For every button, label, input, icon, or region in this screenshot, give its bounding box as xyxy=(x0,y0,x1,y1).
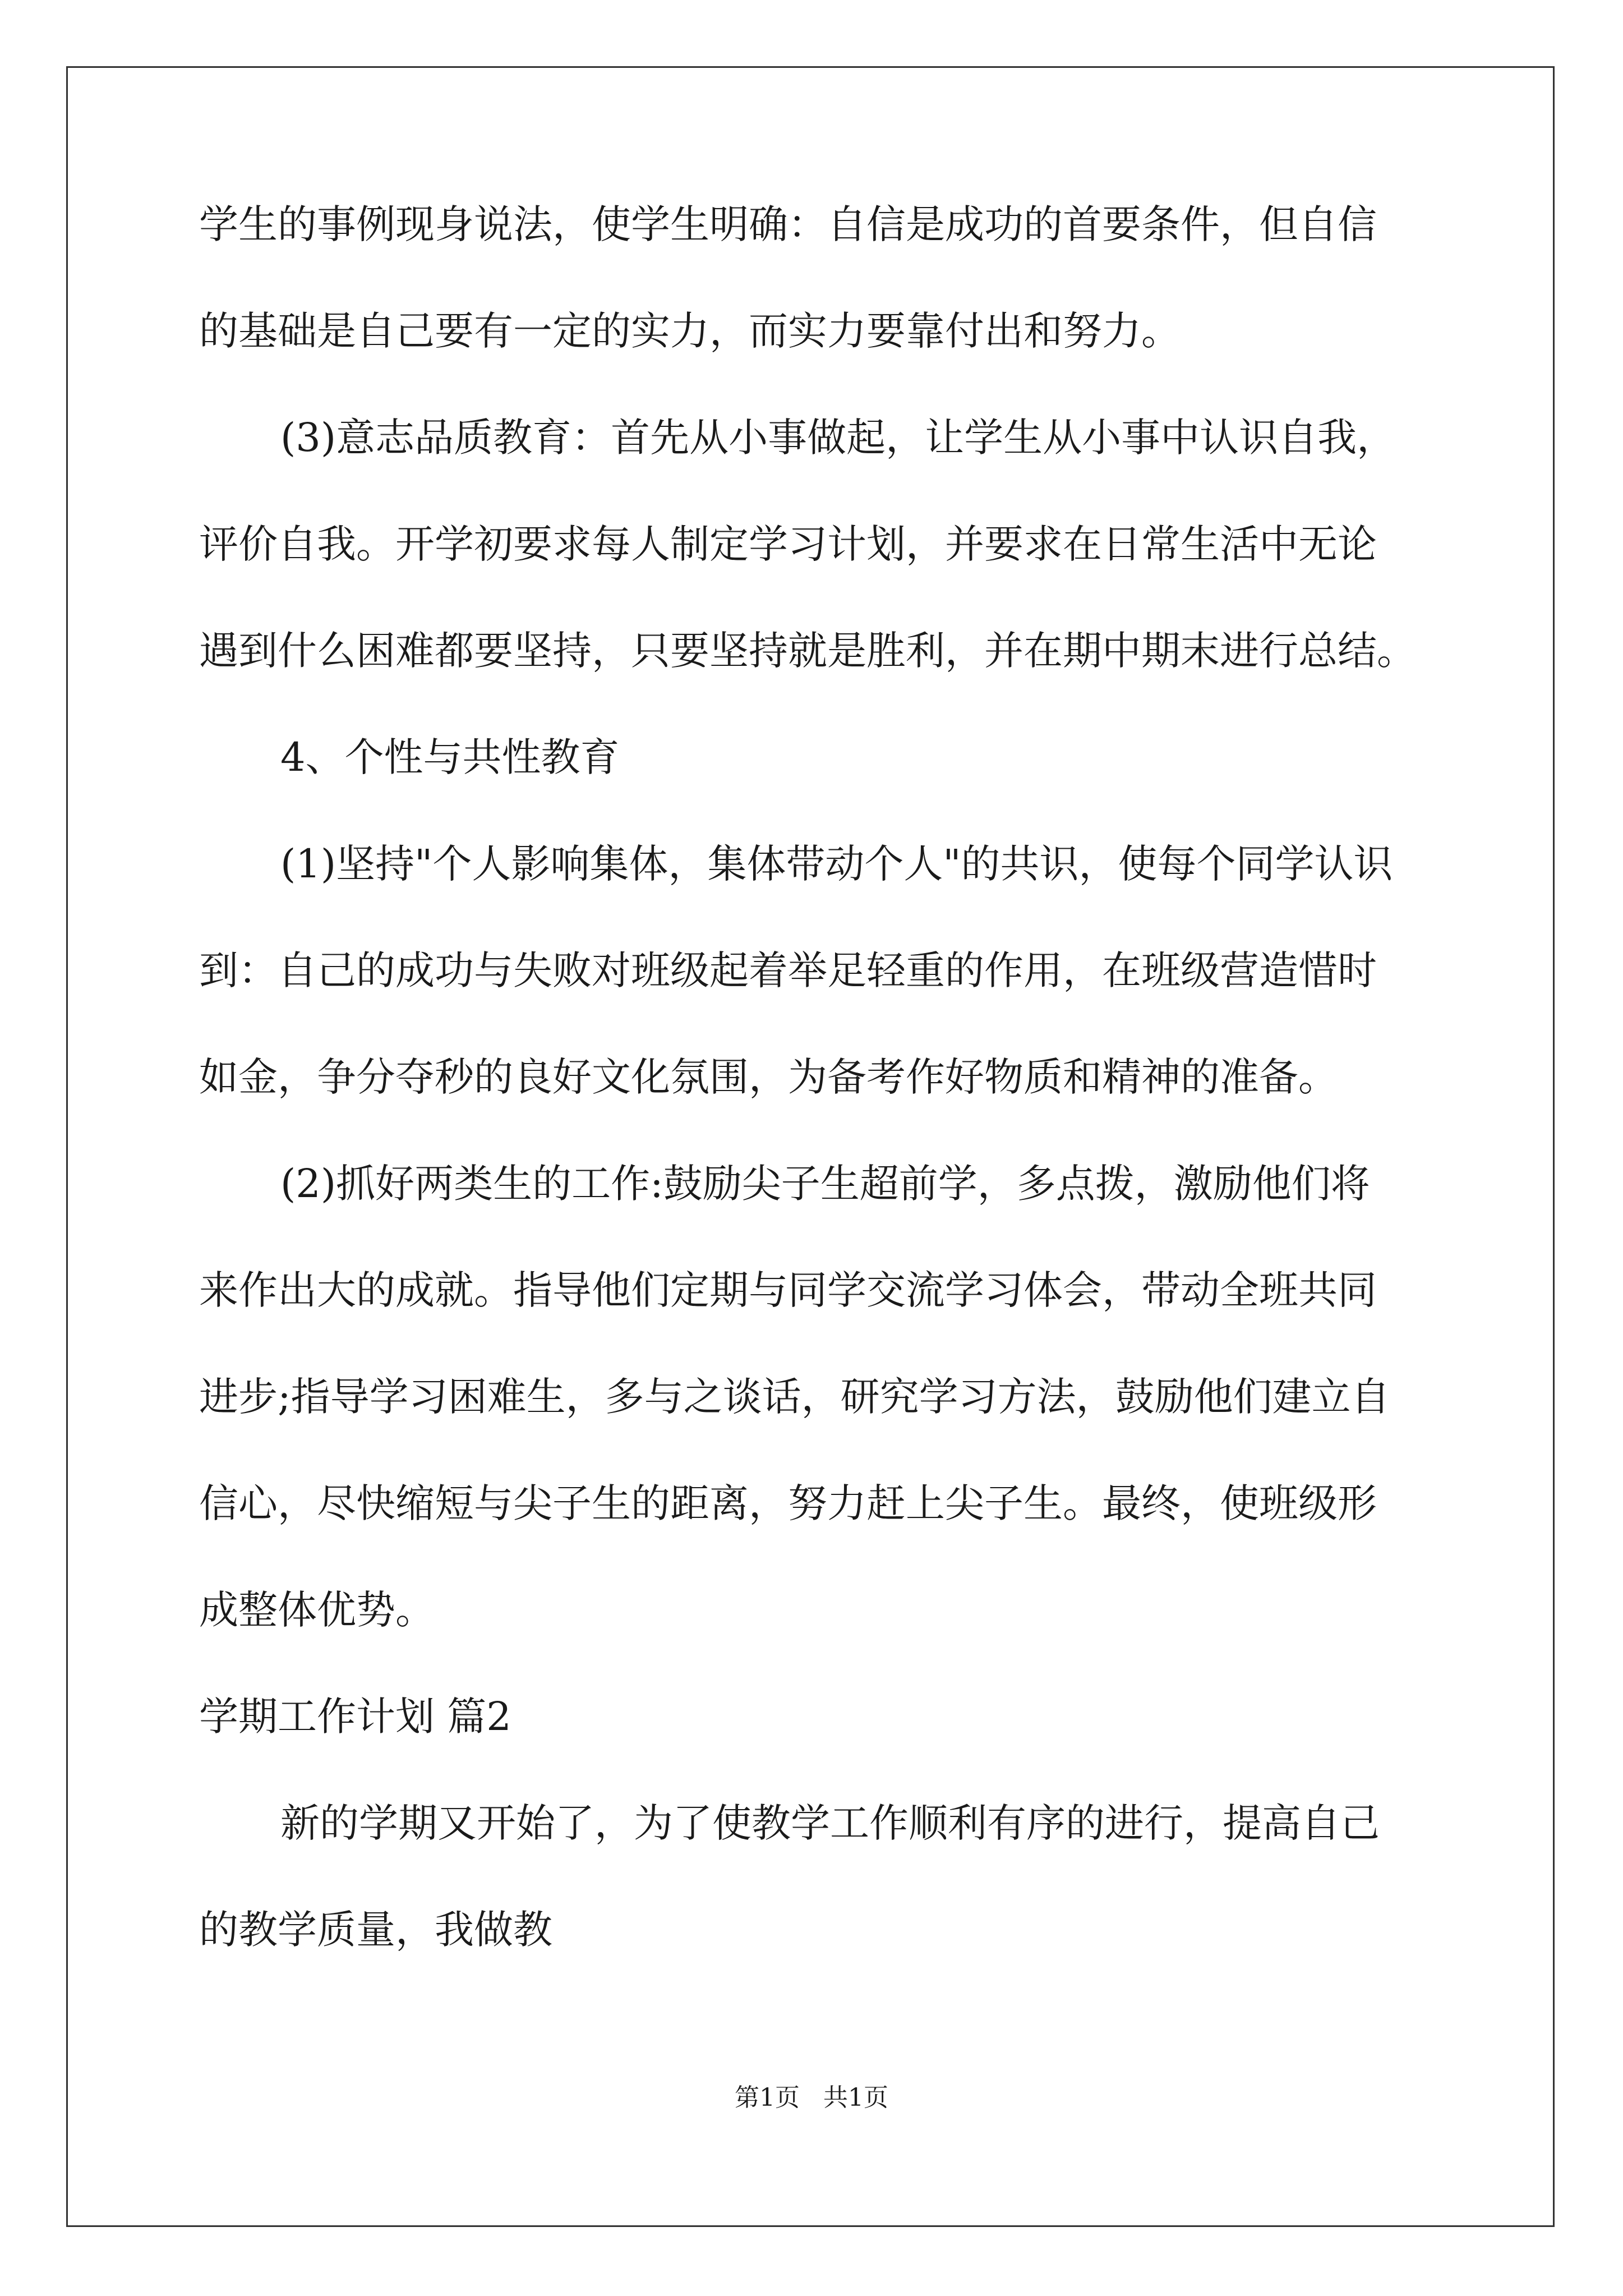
body-line: 如金，争分夺秒的良好文化氛围，为备考作好物质和精神的准备。 xyxy=(199,1054,1338,1100)
body-line: 到：自己的成功与失败对班级起着举足轻重的作用，在班级营造惜时 xyxy=(199,947,1377,993)
paragraph-first-line: (3)意志品质教育：首先从小事做起，让学生从小事中认识自我， xyxy=(280,415,1396,461)
article-title: 学期工作计划 篇2 xyxy=(199,1694,511,1740)
body-line: 信心，尽快缩短与尖子生的距离，努力赶上尖子生。最终，使班级形 xyxy=(199,1480,1377,1526)
page-number-footer: 第1页 共1页 xyxy=(735,2083,888,2112)
body-line: 遇到什么困难都要坚持，只要坚持就是胜利，并在期中期末进行总结。 xyxy=(199,628,1416,674)
body-line: 学生的事例现身说法，使学生明确：自信是成功的首要条件，但自信 xyxy=(199,201,1377,247)
paragraph-first-line: (2)抓好两类生的工作:鼓励尖子生超前学，多点拨，激励他们将 xyxy=(280,1161,1370,1207)
section-heading: 4、个性与共性教育 xyxy=(280,734,620,780)
page-border xyxy=(66,66,1555,2227)
body-line: 的教学质量，我做教 xyxy=(199,1907,552,1953)
body-line: 评价自我。开学初要求每人制定学习计划，并要求在日常生活中无论 xyxy=(199,521,1377,567)
body-line: 的基础是自己要有一定的实力，而实力要靠付出和努力。 xyxy=(199,308,1181,354)
paragraph-first-line: 新的学期又开始了，为了使教学工作顺利有序的进行，提高自己 xyxy=(280,1800,1380,1846)
body-line: 来作出大的成就。指导他们定期与同学交流学习体会，带动全班共同 xyxy=(199,1267,1377,1313)
body-line: 进步;指导学习困难生，多与之谈话，研究学习方法，鼓励他们建立自 xyxy=(199,1374,1390,1420)
paragraph-first-line: (1)坚持"个人影响集体，集体带动个人"的共识，使每个同学认识 xyxy=(280,841,1393,887)
body-line: 成整体优势。 xyxy=(199,1587,435,1633)
